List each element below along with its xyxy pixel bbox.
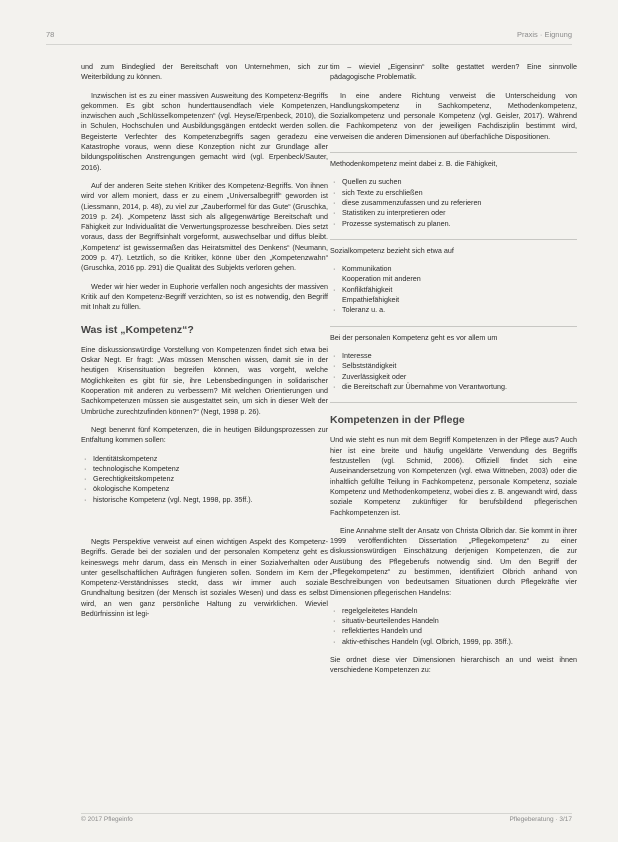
bullet-list	[330, 606, 577, 647]
list-item: · die Bereitschaft zur Übernahme von Verantwortung.	[330, 382, 577, 392]
paragraph: und zum Bindeglied der Bereitschaft von Unternehmen, sich zur Weiterbildung zu können.	[81, 62, 328, 82]
page-number: 78	[46, 30, 55, 39]
section-title: Praxis · Eignung	[516, 30, 572, 39]
list-item: · Selbstständigkeit	[330, 361, 577, 371]
divider	[330, 152, 577, 153]
list-item: · Quellen zu suchen	[330, 177, 577, 187]
list-item: · Konfliktfähigkeit	[330, 285, 577, 295]
list-item: Empathiefähigkeit	[342, 295, 400, 305]
bullet-list	[330, 177, 577, 228]
bullet-list	[81, 454, 328, 505]
bullet-list	[330, 351, 577, 392]
list-item: · technologische Kompetenz	[81, 464, 328, 474]
paragraph: Inzwischen ist es zu einer massiven Ausweitung des Kompetenz-Begriffs gekommen. Es gibt schon hunderttausendfach viele Kompetenzen, inzwischen auch „Schlüsselkompetenzen“ (vgl. Heyse/Erpenbeck, 2010), die in Schulen, Hochschulen und Ausbildungsgängen entdeckt werden sollen. Begeisterte Verfechter des Kompetenzbegriffs sagen geradezu eine Katastrophe voraus, wenn diese Konzeption nicht zur Grundlage aller bildungspolitischen Anstrengungen gemacht wird (vgl. Erpenbeck/Sauter, 2016).	[81, 90, 328, 172]
divider	[330, 239, 577, 240]
list-item: · regelgeleitetes Handeln	[330, 606, 577, 616]
list-item: Kooperation mit anderen	[342, 274, 421, 284]
left-column	[81, 62, 328, 627]
list-item: · Zuverlässigkeit oder	[330, 372, 577, 382]
paragraph: Negt benennt fünf Kompetenzen, die in heutigen Bildungsprozessen zur Entfaltung kommen sollen:	[81, 424, 328, 445]
divider	[330, 402, 577, 403]
list-item: · Prozesse systematisch zu planen.	[330, 219, 577, 229]
list-item: · sich Texte zu erschließen	[330, 188, 577, 198]
list-item: · Toleranz u. a.	[330, 305, 577, 315]
footer-copyright: © 2017 Pflegeinfo	[81, 816, 133, 823]
paragraph: tim – wieviel „Eigensinn“ sollte gestattet werden? Eine sinnvolle pädagogische Problematik.	[330, 62, 577, 82]
list-item: · reflektiertes Handeln und	[330, 626, 577, 636]
section-heading: Kompetenzen in der Pflege	[330, 414, 465, 427]
right-column	[330, 62, 577, 684]
paragraph: Negts Perspektive verweist auf einen wichtigen Aspekt des Kompetenz-Begriffs. Gerade bei der sozialen und der personalen Kompetenz geht es keineswegs mehr darum, dass ein Mensch in einer Sozialverhalten oder unter gesellschaftlichen Aufträgen fungieren sollen. Sondern im Kern der Kompetenz-Verständnisses steckt, dass wir immer auch soziale Grundhaltung besitzen (der Mensch ist soziales Wesen) und dass es selbst wird, an wen ganz persönliche Haltung zu verwirklichen. Wieviel Bedürfnissinn ist legi-	[81, 536, 328, 619]
bullet-list	[330, 264, 577, 315]
list-item: · historische Kompetenz (vgl. Negt, 1998, pp. 35ff.).	[81, 495, 328, 505]
list-item: · Interesse	[330, 351, 577, 361]
divider	[330, 326, 577, 327]
list-item: · Statistiken zu interpretieren oder	[330, 208, 577, 218]
box-intro: Sozialkompetenz bezieht sich etwa auf	[330, 245, 454, 255]
list-item: · situativ-beurteilendes Handeln	[330, 616, 577, 626]
page-header	[46, 30, 572, 45]
list-item: · Identitätskompetenz	[81, 454, 328, 464]
box-intro: Bei der personalen Kompetenz geht es vor allem um	[330, 332, 498, 342]
paragraph: Und wie steht es nun mit dem Begriff Kompetenzen in der Pflege aus? Auch hier ist eine breite und häufig ungeklärte Verwendung des Begriffs festzustellen (vgl. Schmid, 2006). Offiziell findet sich eine Auseinandersetzung von Kompetenzen (vgl. etwa Wittneben, 2003) oder die inhaltlich gefüllte Teilung in Fachkompetenz, personale Kompetenz, soziale Kompetenz und Methodenkompetenz, wobei dies z. B. angewandt wird, dass soziale Kompetenz zukünftiger für berufsbildend pflegerischen Fachkompetenzen ist.	[330, 435, 577, 517]
list-item: · ökologische Kompetenz	[81, 484, 328, 494]
paragraph: Weder wir hier weder in Euphorie verfallen noch angesichts der massiven Kritik auf den Kompetenz-Begriff verzichten, so ist es notwendig, den Begriff mit Inhalt zu füllen.	[81, 281, 328, 312]
section-heading: Was ist „Kompetenz“?	[81, 323, 194, 336]
list-item: · Kommunikation	[330, 264, 577, 274]
list-item: · diese zusammenzufassen und zu referieren	[330, 198, 577, 208]
paragraph: Auf der anderen Seite stehen Kritiker des Kompetenz-Begriffs. Von ihnen wird vor allem moniert, dass er zu einem „Universalbegriff“ geworden ist (Liessmann, 2014, p. 48), zu viel zur „Zauberformel für das Gute“ (Gruschka, 2019 p. 24). „Kompetenz lässt sich als allgegenwärtige Bereitschaft und Fähigkeit zur Individualität die Verwertungsprozesse beschreiben. Dies setzt voraus, dass der Begriffsinhalt vorgeformt, auswechselbar und diffus bleibt. ‚Kompetenz‘ ist gewissermaßen das Heiratsmittel des Denkens“ (Neumann, 2009 p. 47). Letztlich, so die Kritiker, könne über den „Kompetenzwahn“ (Gruschka, 2016 pp. 291) die Qualität des Subjekts verloren gehen.	[81, 180, 328, 273]
footer-issue: Pflegeberatung · 3/17	[509, 816, 572, 823]
paragraph: Eine Annahme stellt der Ansatz von Christa Olbrich dar. Sie kommt in ihrer 1999 veröffentlichten Dissertation „Pflegekompetenz“ zu einer diskussionswürdigen Einschätzung derjenigen Kompetenzen, die zur Ausübung des Pflegeberufs notwendig sind. Um den Begriff der „Pflegekompetenz“ zu bestimmen, identifiziert Olbrich anhand von Beschreibungen von bedeutsamen Situationen durch Pflegekräfte vier Dimensionen pflegerischen Handelns:	[330, 525, 577, 597]
page-footer	[81, 813, 572, 826]
box-intro: Methodenkompetenz meint dabei z. B. die Fähigkeit,	[330, 159, 498, 169]
paragraph: In eine andere Richtung verweist die Unterscheidung von Handlungskompetenz in Sachkompetenz, Methodenkompetenz, Sozialkompetenz und personale Kompetenz (vgl. Geisler, 2017). Während die Fachkompetenz von der jeweiligen Fachdisziplin bestimmt wird, verweisen die anderen Dimensionen auf überfachliche Dispositionen.	[330, 90, 577, 141]
paragraph: Eine diskussionswürdige Vorstellung von Kompetenzen findet sich etwa bei Oskar Negt. Er fragt: „Was müssen Menschen wissen, damit sie in der heutigen Krisensituation begreifen können, was vorgeht, welche Möglichkeiten es gibt für sie, ihre Lebensbedingungen in solidarischer Kooperation mit anderen zu verbessern? Mit welchen Orientierungen und Sachkompetenzen müssen sie ausgestattet sein, um sich in dieser Welt der Umbrüche zurechtzufinden können?“ (Negt, 1998 p. 26).	[81, 344, 328, 416]
paragraph: Sie ordnet diese vier Dimensionen hierarchisch an und weist ihnen verschiedene Kompetenzen zu:	[330, 655, 577, 675]
list-item: · Gerechtigkeitskompetenz	[81, 474, 328, 484]
list-item: · aktiv-ethisches Handeln (vgl. Olbrich, 1999, pp. 35ff.).	[330, 637, 577, 647]
